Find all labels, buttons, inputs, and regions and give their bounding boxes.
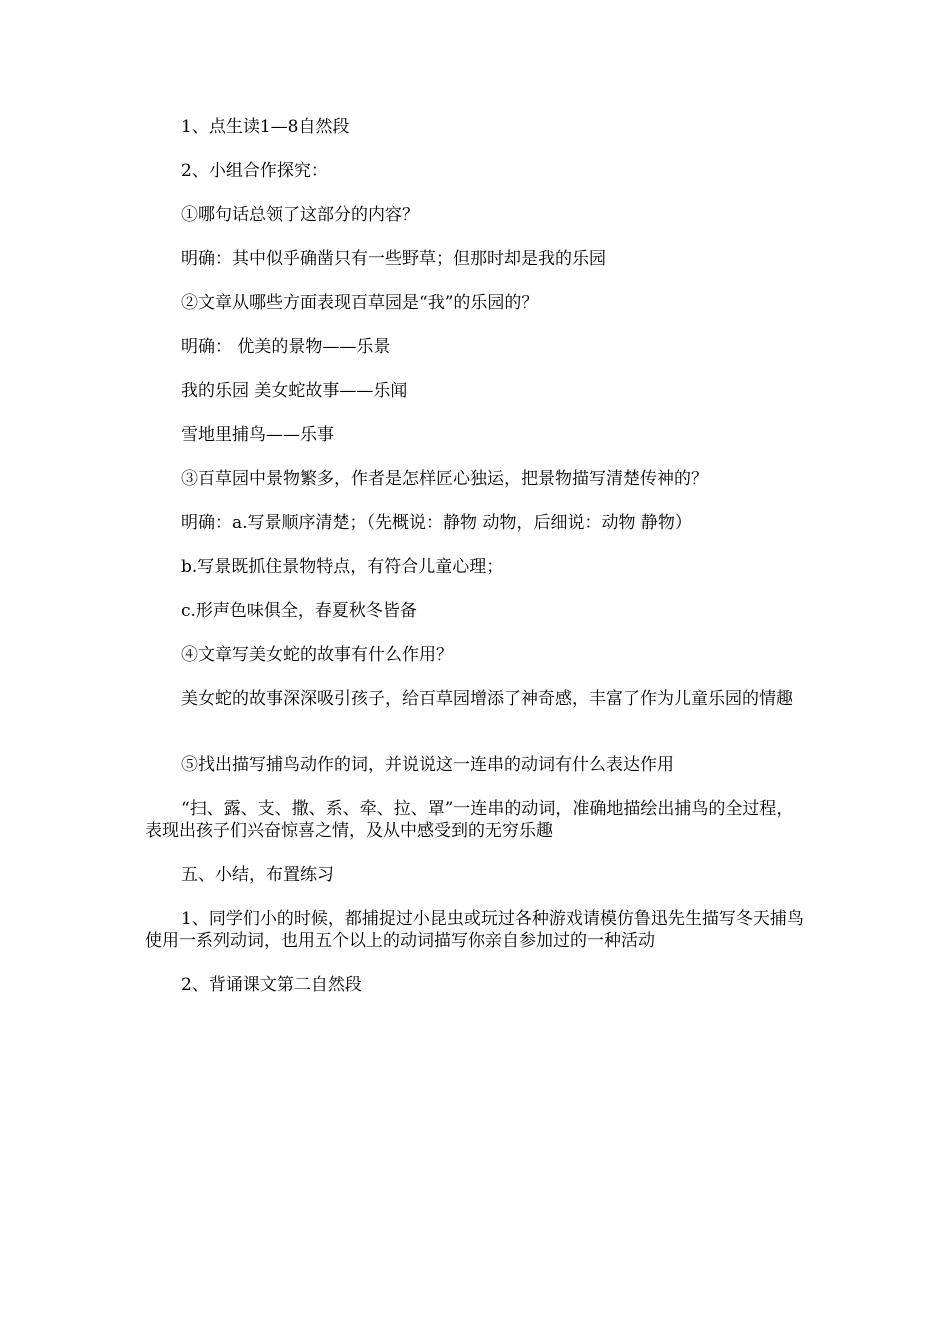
paragraph-6: 明确： 优美的景物——乐景	[181, 337, 391, 357]
paragraph-5: ②文章从哪些方面表现百草园是“我”的乐园的？	[181, 293, 539, 313]
paragraph-10: 明确：a.写景顺序清楚；（先概说：静物 动物，后细说：动物 静物）	[181, 513, 692, 533]
paragraph-11: b.写景既抓住景物特点，有符合儿童心理；	[181, 557, 504, 577]
paragraph-7: 我的乐园 美女蛇故事——乐闻	[181, 381, 408, 401]
paragraph-1: 1、点生读1—8自然段	[181, 117, 350, 137]
paragraph-4: 明确：其中似乎确凿只有一些野草；但那时却是我的乐园	[181, 249, 606, 269]
paragraph-12: c.形声色味俱全，春夏秋冬皆备	[181, 601, 417, 621]
paragraph-9: ③百草园中景物繁多，作者是怎样匠心独运，把景物描写清楚传神的？	[181, 469, 708, 489]
paragraph-8: 雪地里捕鸟——乐事	[181, 425, 334, 445]
paragraph-18: 1、同学们小的时候，都捕捉过小昆虫或玩过各种游戏请模仿鲁迅先生描写冬天捕鸟使用一系列动词，也用五个以上的动词描写你亲自参加过的一种活动	[145, 909, 804, 951]
paragraph-19: 2、背诵课文第二自然段	[181, 975, 362, 995]
paragraph-17: 五、小结，布置练习	[181, 865, 334, 885]
paragraph-13: ④文章写美女蛇的故事有什么作用？	[181, 645, 453, 665]
paragraph-3: ①哪句话总领了这部分的内容？	[181, 205, 419, 225]
paragraph-2: 2、小组合作探究：	[181, 161, 328, 181]
paragraph-14: 美女蛇的故事深深吸引孩子，给百草园增添了神奇感，丰富了作为儿童乐园的情趣	[181, 689, 793, 709]
paragraph-16: “扫、露、支、撒、系、牵、拉、罩”一连串的动词，准确地描绘出捕鸟的全过程，表现出孩子们兴奋惊喜之情，及从中感受到的无穷乐趣	[145, 799, 794, 841]
paragraph-15: ⑤找出描写捕鸟动作的词，并说说这一连串的动词有什么表达作用	[181, 755, 674, 775]
